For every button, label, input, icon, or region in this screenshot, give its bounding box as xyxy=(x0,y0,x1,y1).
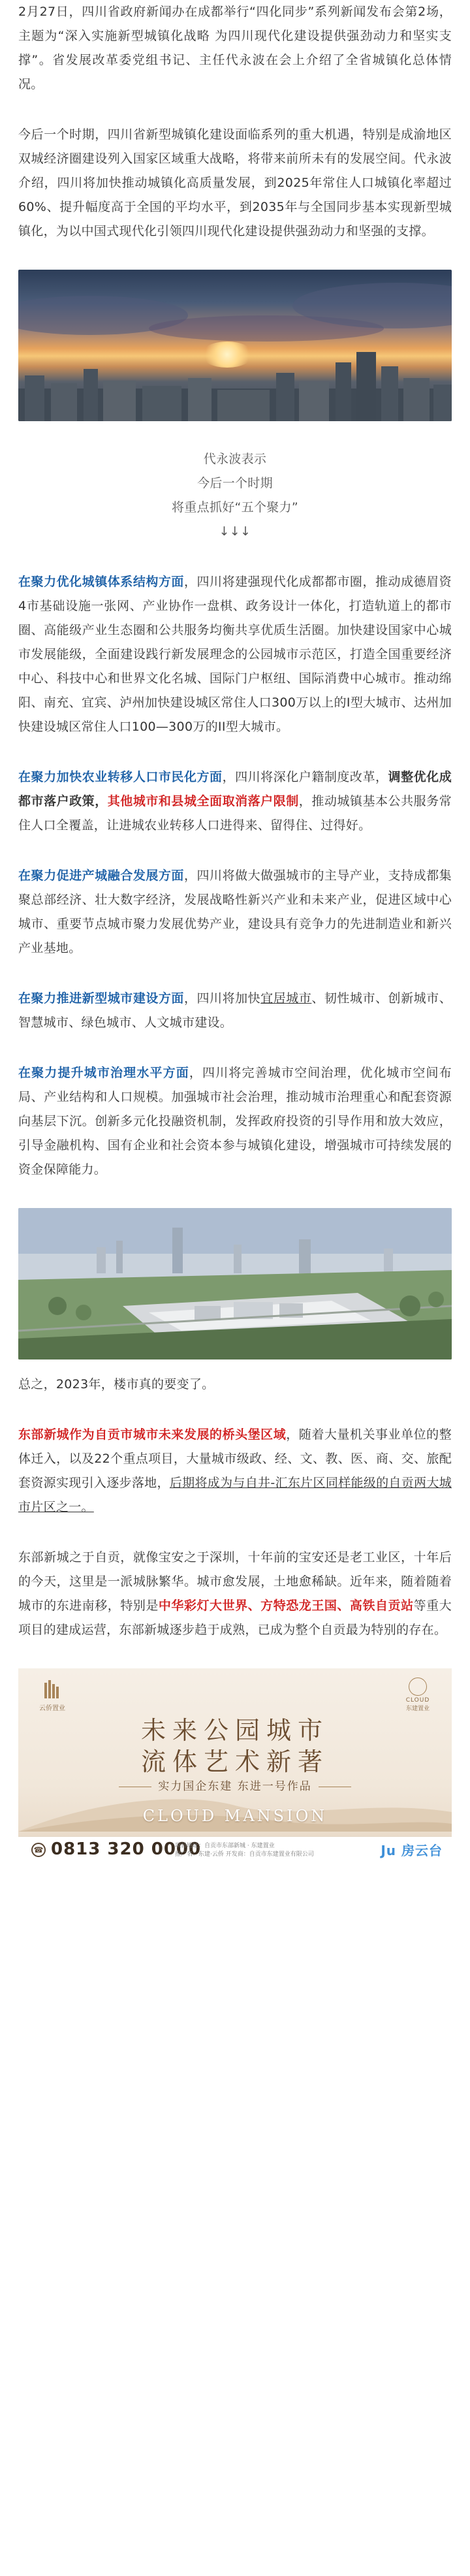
developer-logo-left xyxy=(33,1679,72,1712)
caption-line-2: 今后一个时期 xyxy=(197,476,273,490)
east-body-1: ，随着大量机关事业单位的整体迁入，以及22个重点项目，大量城市级政、经、文、教、医、商、交、旅配套资源实现引入逐步落地， xyxy=(18,1427,452,1490)
east2-body-2: 等重大项目的建成运营，东部新城逐步趋于成熟，已成为整个自贡最为特别的存在。 xyxy=(18,1598,452,1637)
focus-paragraph-5 xyxy=(18,1061,452,1182)
ad-fine-2: 推广名：东建·云侨 开发商：自贡市东建置业有限公司 xyxy=(175,1851,314,1858)
intro-paragraph-2: 今后一个时期，四川省新型城镇化建设面临系列的重大机遇，特别是成渝地区双城经济圈建设列入国家区域重大战略，将带来前所未有的发展空间。代永波介绍，四川将加快推动城镇化高质量发展，到2025年常住人口城镇化率超过60%、提升幅度高于全国的平均水平，到2035年与全国同步基本实现新型城镇化，为以中国式现代化引领四川现代化建设提供强劲动力和坚强的支撑。 xyxy=(18,127,452,238)
focus-4-body-2: 、韧性城市、创新城市、智慧城市、绿色城市、人文城市建设。 xyxy=(18,991,452,1030)
focus-1-body: ，四川将建强现代化成都都市圈，推动成德眉资4市基础设施一张网、产业协作一盘棋、政务设计一体化，打造轨道上的都市圈、高能级产业生态圈和公共服务均衡共享优质生活圈。加快建设国家中心城市发展能级，全面建设践行新发展理念的公园城市示范区，打造全国重要经济中心、科技中心和世界文化名城、国际门户枢纽、国际消费中心城市。推动绵阳、南充、宜宾、泸州加快建设城区常住人口300万以上的I型大城市、达州加快建设城区常住人口100—300万的II型大城市。 xyxy=(18,575,452,734)
focus-5-body: ，四川将完善城市空间治理，优化城市空间布局、产业结构和人口规模。加强城市社会治理，推动城市治理重心和配套资源向基层下沉。创新多元化投融资机制，发挥政府投资的引导作用和放大效应，引导金融机构、国有企业和社会资本参与城镇化建设，增强城市可持续发展的资金保障能力。 xyxy=(18,1066,452,1177)
focus-5-lead: 在聚力提升城市治理水平方面 xyxy=(18,1066,189,1080)
intro-paragraph-1: 2月27日，四川省政府新闻办在成都举行“四化同步”系列新闻发布会第2场，主题为“深入实施新型城镇化战略 为四川现代化建设提供强劲动力和坚实支撑”。省发展改革委党组书记、主任代永波在会上介绍了全省城镇化总体情况。 xyxy=(18,5,452,91)
east2-red-1: 中华彩灯大世界、方特恐龙王国、高铁自贡站 xyxy=(158,1598,414,1613)
east-red-lead: 东部新城作为自贡市城市未来发展的桥头堡区域 xyxy=(18,1427,287,1442)
focus-paragraph-3 xyxy=(18,864,452,961)
logo-right-en: CLOUD xyxy=(405,1697,430,1704)
east2-body-1: 东部新城之于自贡，就像宝安之于深圳，十年前的宝安还是老工业区，十年后的今天，这里是一派城脉繁华。城市愈发展，土地愈稀缺。近年来，随着随着城市的东进南移，特别是 xyxy=(18,1550,452,1613)
ad-fine-1: 项目地址：自贡市东部新城 · 东建置业 xyxy=(175,1843,275,1849)
developer-logo-right xyxy=(398,1678,437,1710)
focus-4-lead: 在聚力推进新型城市建设方面 xyxy=(18,991,184,1006)
ad-phone-number[interactable]: 0813 320 0000 xyxy=(51,1839,202,1859)
focus-3-lead: 在聚力促进产城融合发展方面 xyxy=(18,868,184,883)
focus-paragraph-1 xyxy=(18,570,452,739)
summary-text: 总之，2023年，楼市真的要变了。 xyxy=(18,1377,215,1391)
circle-logo-icon xyxy=(409,1678,427,1696)
caption-line-3: 将重点抓好“五个聚力” xyxy=(172,500,298,515)
focus-1-lead: 在聚力优化城镇体系结构方面 xyxy=(18,575,184,589)
focus-paragraph-2 xyxy=(18,765,452,838)
building-logo-icon xyxy=(33,1679,72,1698)
ad-headline-1: 未来公园城市 xyxy=(140,1716,329,1745)
property-advertisement-banner[interactable] xyxy=(18,1668,452,1864)
focus-2-lead: 在聚力加快农业转移人口市民化方面 xyxy=(18,770,223,784)
east-paragraph-1 xyxy=(18,1423,452,1519)
logo-left-text: 云侨置业 xyxy=(39,1705,65,1712)
site-watermark: Ju 房云台 xyxy=(381,1843,443,1858)
ad-contact-bar xyxy=(18,1836,452,1864)
focus-4-body-1: ，四川将加快 xyxy=(183,991,261,1006)
east-underline-1: 后期将成为与自井-汇东片区同样能级的自贡两大城市片区之一。 xyxy=(18,1476,452,1514)
focus-3-body: ，四川将做大做强城市的主导产业，支持成都集聚总部经济、壮大数字经济，发展战略性新兴产业和未来产业，促进区域中心城市、重要节点城市聚力发展优势产业，建设具有竞争力的先进制造业和新兴产业基地。 xyxy=(18,868,452,955)
east-paragraph-2 xyxy=(18,1546,452,1642)
focus-2-body-2: ，推动城镇基本公共服务常住人口全覆盖，让进城农业转移人口进得来、留得住、过得好。 xyxy=(18,794,452,833)
sunset-skyline-photo xyxy=(18,270,452,421)
ad-headline-2: 流体艺术新著 xyxy=(140,1747,329,1776)
caption-line-1: 代永波表示 xyxy=(203,452,267,466)
focus-2-bold-1: 调整优化成都市落户政策， xyxy=(18,770,452,808)
ad-fine-print xyxy=(175,1842,345,1859)
east-new-town-rendering xyxy=(18,1208,452,1360)
ad-subheadline xyxy=(18,1777,452,1793)
ad-sub-text: 实力国企东建 东进一号作品 xyxy=(158,1780,312,1793)
logo-right-cn: 东建置业 xyxy=(405,1706,430,1712)
phone-icon: ☎ xyxy=(31,1843,46,1857)
caption-block xyxy=(18,447,452,544)
ad-brand-english: CLOUD MANSION xyxy=(142,1807,328,1825)
focus-4-underline-link[interactable]: 宜居城市 xyxy=(260,991,312,1006)
focus-2-red-1: 其他城市和县城全面取消落户限制 xyxy=(107,794,299,808)
caption-arrows: ↓↓↓ xyxy=(219,524,251,539)
focus-paragraph-4 xyxy=(18,987,452,1035)
focus-2-body-1: ，四川将深化户籍制度改革， xyxy=(222,770,388,784)
